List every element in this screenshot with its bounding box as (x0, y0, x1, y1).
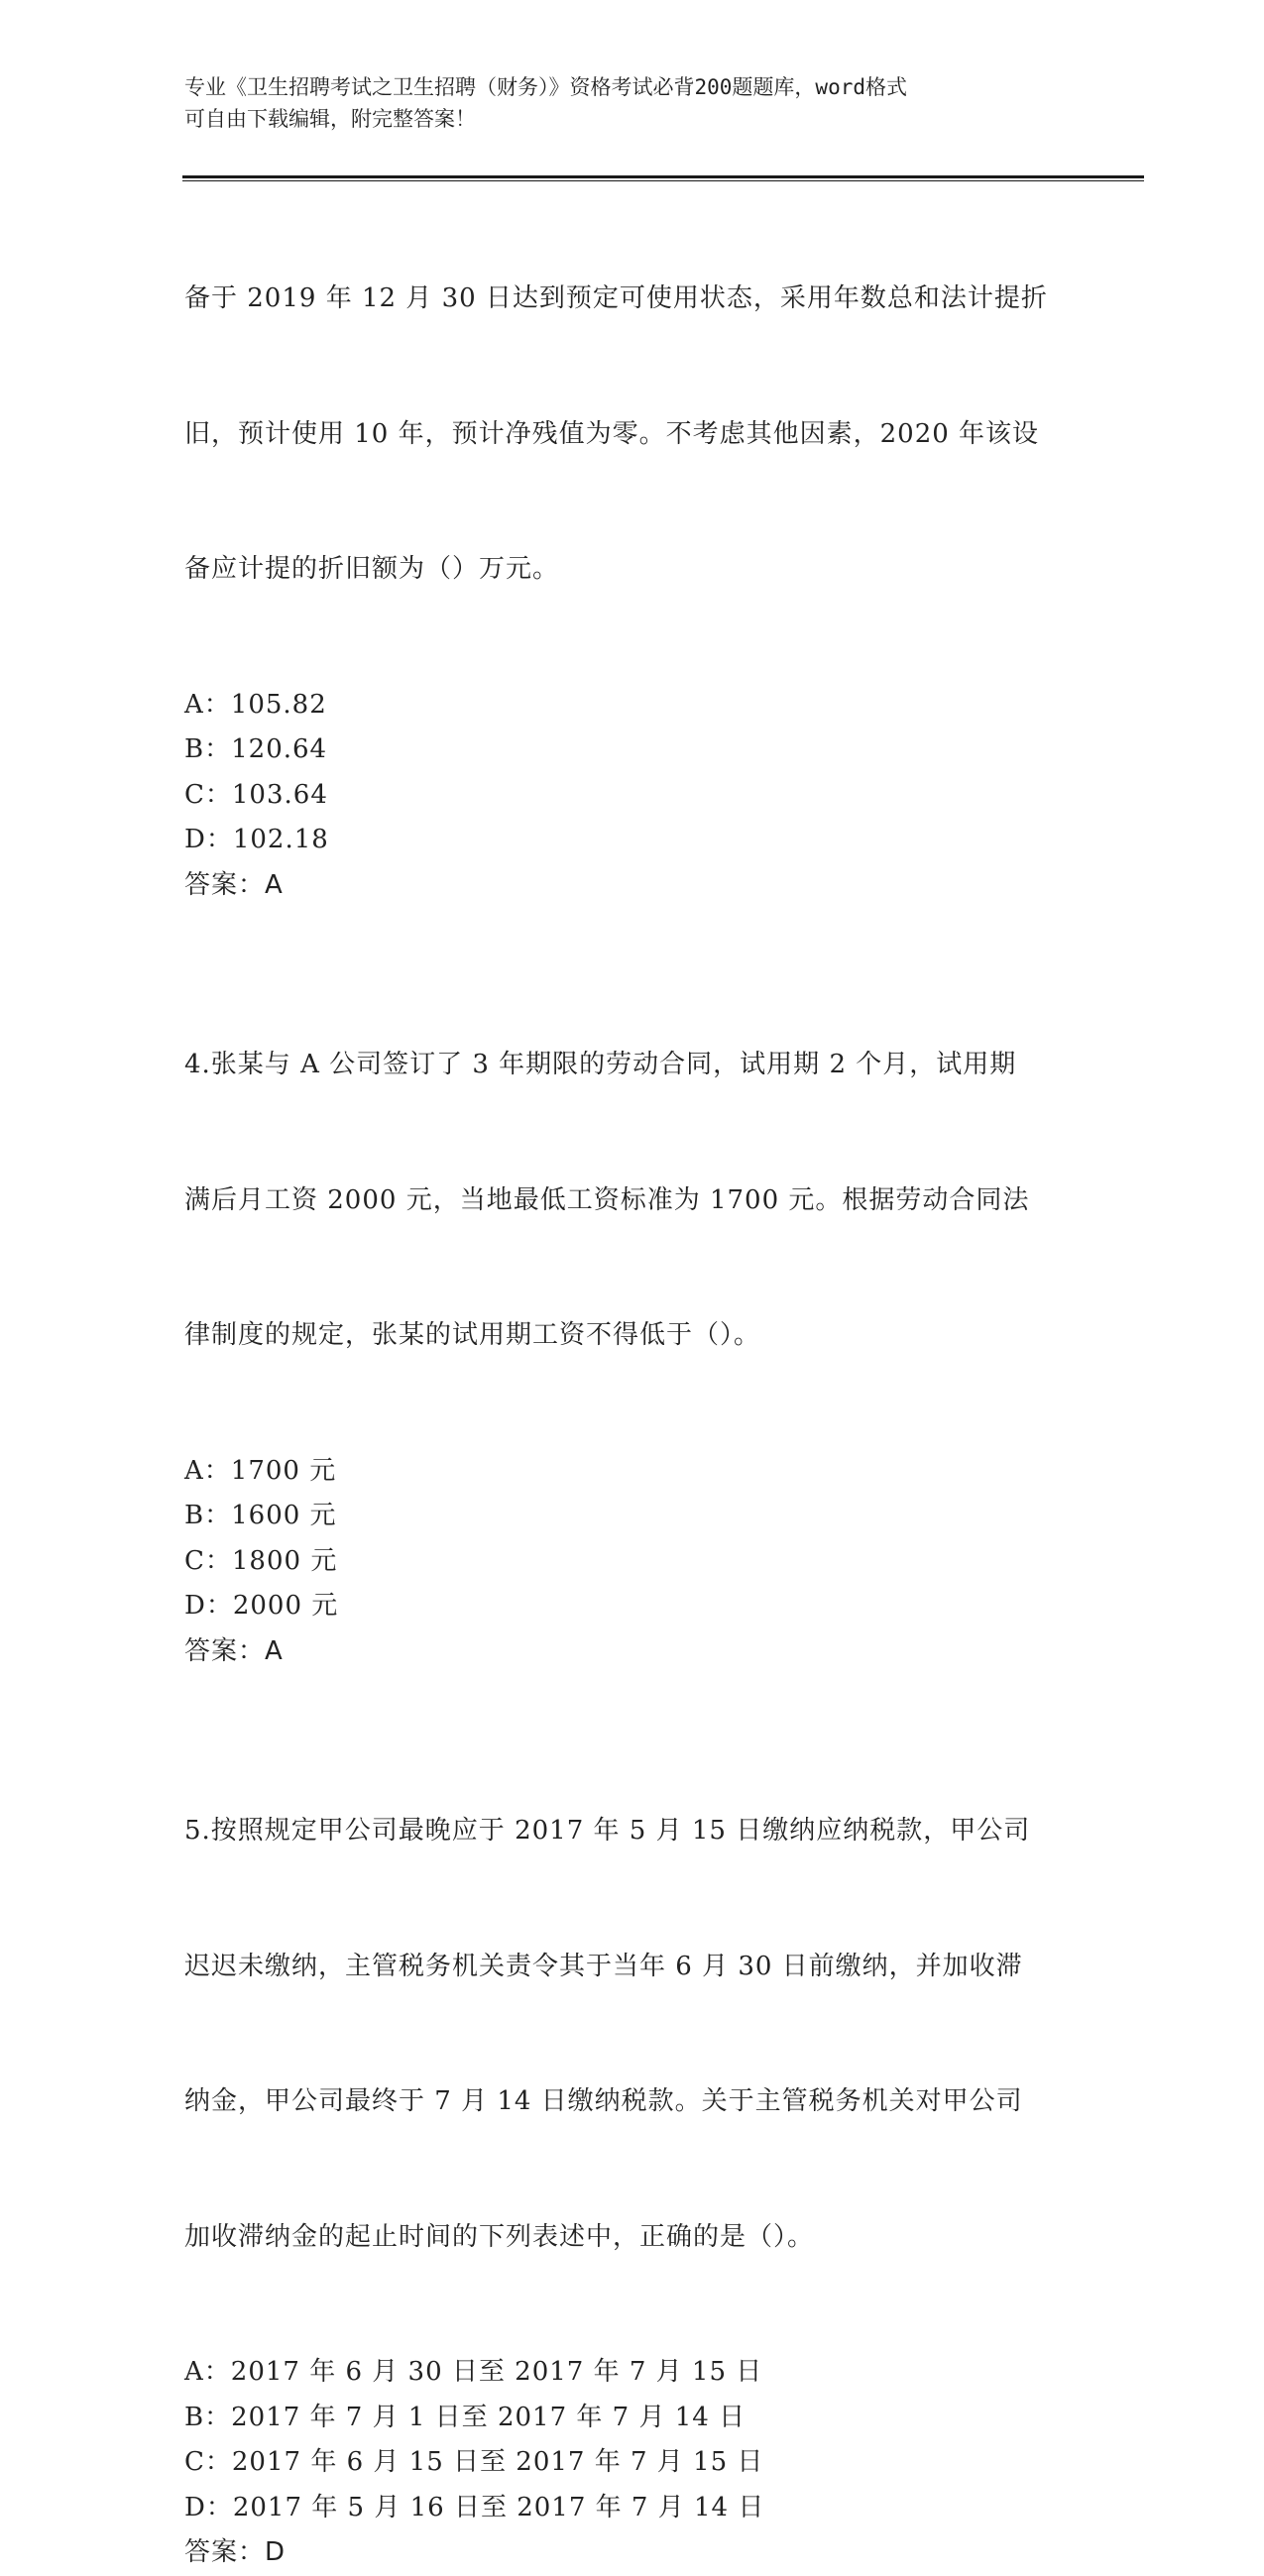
option-a: A：1700 元 (184, 1455, 337, 1486)
stem-line: 加收滞纳金的起止时间的下列表述中，正确的是（）。 (184, 2221, 815, 2252)
option-b: B：120.64 (184, 734, 328, 764)
option-d: D：102.18 (184, 825, 329, 854)
stem-line: 满后月工资 2000 元，当地最低工资标准为 1700 元。根据劳动合同法 (184, 1184, 1030, 1215)
stem-line: 迟迟未缴纳，主管税务机关责令其于当年 6 月 30 日前缴纳，并加收滞 (184, 1951, 1023, 1981)
stem-line: 旧，预计使用 10 年，预计净残值为零。不考虑其他因素，2020 年该设 (184, 418, 1040, 449)
option-b: B：2017 年 7 月 1 日至 2017 年 7 月 14 日 (184, 2402, 747, 2432)
header-rule-thin (182, 180, 1144, 181)
question-stem (184, 186, 1067, 683)
option-a: A：105.82 (184, 689, 327, 720)
stem-line: 备应计提的折旧额为（）万元。 (184, 554, 560, 584)
question-item (184, 1719, 1067, 2576)
stem-line: 4.张某与 A 公司签订了 3 年期限的劳动合同，试用期 2 个月，试用期 (184, 1050, 1017, 1079)
header-line-1: 专业《卫生招聘考试之卫生招聘（财务）》资格考试必背200题题库，word格式 (184, 75, 907, 99)
header-rule-thick (182, 175, 1144, 178)
header-line-2: 可自由下载编辑，附完整答案！ (184, 107, 476, 131)
answer-line: 答案：D (184, 2537, 287, 2567)
question-list (184, 186, 1067, 2576)
question-item (184, 952, 1067, 1674)
stem-line: 5.按照规定甲公司最晚应于 2017 年 5 月 15 日缴纳应纳税款，甲公司 (184, 1816, 1031, 1846)
option-a: A：2017 年 6 月 30 日至 2017 年 7 月 15 日 (184, 2357, 763, 2387)
stem-line: 律制度的规定，张某的试用期工资不得低于（）。 (184, 1320, 761, 1350)
option-c: C：2017 年 6 月 15 日至 2017 年 7 月 15 日 (184, 2447, 764, 2477)
option-b: B：1600 元 (184, 1501, 337, 1530)
answer-line: 答案：A (184, 869, 284, 900)
stem-line: 备于 2019 年 12 月 30 日达到预定可使用状态，采用年数总和法计提折 (184, 283, 1048, 313)
question-stem (184, 952, 1067, 1449)
question-stem (184, 1719, 1067, 2350)
option-c: C：1800 元 (184, 1545, 338, 1576)
answer-line: 答案：A (184, 1635, 284, 1666)
option-d: D：2017 年 5 月 16 日至 2017 年 7 月 14 日 (184, 2492, 765, 2522)
document-header (184, 71, 1057, 135)
stem-line: 纳金，甲公司最终于 7 月 14 日缴纳税款。关于主管税务机关对甲公司 (184, 2086, 1023, 2116)
option-d: D：2000 元 (184, 1591, 339, 1621)
question-item (184, 186, 1067, 908)
option-c: C：103.64 (184, 779, 328, 810)
